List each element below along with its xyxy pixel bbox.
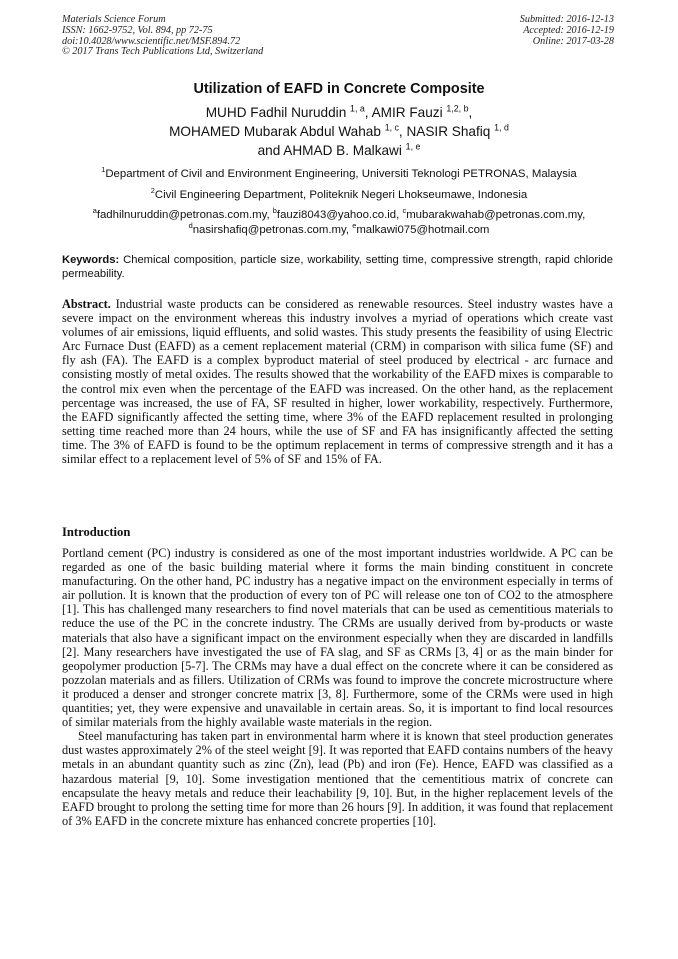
paper-title: Utilization of EAFD in Concrete Composite bbox=[193, 81, 485, 97]
paragraph: Portland cement (PC) industry is considered as one of the most important industries worldwide. A PC can be regarded as one of the basic building material where it forms the main binding constituent in concrete manufacturing. On the other hand, PC industry has a negative impact on the environment especially in terms of air pollution. It is known that the production of every ton of PC will release one ton of CO2 to the atmosphere [1]. This has challenged many researchers to find novel materials that can be used as cementitious materials to reduce the use of the PC in the concrete industry. The CRMs are usually derived from by-products or waste materials that also have a significant impact on the environment especially when they are discarded in landfills [2]. Many researchers have investigated the use of FA slag, and SF as CRMs [3, 4] or as the main binder for geopolymer production [5-7]. The CRMs may have a dual effect on the concrete where it can be considered as pozzolan materials and as fillers. Utilization of CRMs was found to improve the concrete microstructure where it produced a denser and stronger concrete matrix [3, 8]. Furthermore, some of the CRMs were used in high quantities; yet, they were expensive and unavailable in certain areas. So, it is important to find local resources of similar materials from the highly available waste materials in the region. bbox=[62, 546, 613, 730]
affiliation-text: Civil Engineering Department, Politeknik Negeri Lhokseumawe, Indonesia bbox=[154, 189, 528, 201]
online-date: Online: 2017-03-28 bbox=[532, 35, 614, 47]
affiliation-mark: 1 bbox=[101, 165, 106, 175]
email-link[interactable]: fauzi8043@yahoo.co.id, bbox=[276, 209, 400, 221]
email-mark: a bbox=[92, 206, 97, 216]
author-affiliation-mark: 1,2, b bbox=[446, 103, 469, 114]
email-mark: b bbox=[272, 206, 277, 216]
keywords bbox=[62, 253, 613, 281]
submitted-date: Submitted: 2016-12-13 bbox=[519, 14, 614, 25]
affiliation-1 bbox=[40, 167, 638, 181]
accepted-date: Accepted: 2016-12-19 bbox=[523, 24, 614, 36]
author-affiliation-mark: 1, d bbox=[494, 122, 509, 133]
email-link[interactable]: fadhilnuruddin@petronas.com.my, bbox=[96, 209, 270, 221]
journal-name: Materials Science Forum bbox=[62, 14, 166, 25]
affiliation-2 bbox=[40, 188, 638, 202]
author-name: and AHMAD B. Malkawi bbox=[257, 143, 402, 158]
affiliation-mark: 2 bbox=[150, 186, 155, 196]
journal-info bbox=[62, 15, 263, 58]
journal-issn: ISSN: 1662-9752, Vol. 894, pp 72-75 bbox=[62, 24, 213, 36]
email-mark: d bbox=[188, 221, 193, 231]
submission-dates bbox=[520, 15, 614, 47]
author-affiliation-mark: 1, c bbox=[384, 122, 399, 133]
author-affiliation-mark: 1, e bbox=[405, 141, 421, 152]
abstract bbox=[62, 297, 613, 466]
keywords-text: Chemical composition, particle size, workability, setting time, compressive strength, rapid chloride permeability. bbox=[62, 254, 614, 280]
journal-copyright: © 2017 Trans Tech Publications Ltd, Switzerland bbox=[62, 46, 264, 58]
abstract-text: Industrial waste products can be considered as renewable resources. Steel industry wastes have a severe impact on the environment whereas this industry involves a myriad of operations which create vast volumes of air emissions, liquid effluents, and solid wastes. This study presents the feasibility of using Electric Arc Furnace Dust (EAFD) as a cement replacement material (CRM) in comparison with silica fume (SF) and fly ash (FA). The EAFD is a complex byproduct material of steel produced by electrical - arc furnace and consisting mostly of metal oxides. The results showed that the workability of the EAFD mixes is comparable to the control mix even when the percentage of the EAFD was increased. On the other hand, as the replacement percentage was increased, the use of FA, SF resulted in higher, lower workability, respectively. Furthermore, the EAFD significantly affected the setting time, where 3% of the EAFD replacement resulted in prolonging setting time reached more than 24 hours, while the use of SF and FA has insignificantly affected the setting time. The 3% of EAFD is found to be the optimum replacement in terms of compressive strength and it has a similar effect to a replacement level of 5% of SF and 15% of FA. bbox=[62, 297, 614, 467]
author-list: MUHD Fadhil Nuruddin $^{1, a}$, AMIR Fauzi $^{1,2, b}$, MOHAMED Mubarak Abdul Wahab $^{1, c}$, NASIR Shafiq $^{1, d}$ and AHMAD B. Malkawi $^{1, e}$ bbox=[169, 103, 509, 158]
author-emails bbox=[40, 208, 638, 238]
abstract-label: Abstract. bbox=[62, 297, 111, 311]
author-name: NASIR Shafiq bbox=[406, 124, 491, 139]
author-name: MUHD Fadhil Nuruddin bbox=[205, 105, 347, 120]
email-mark: e bbox=[352, 221, 357, 231]
affiliation-text: Department of Civil and Environment Engineering, Universiti Teknologi PETRONAS, Malaysia bbox=[105, 168, 577, 180]
email-link[interactable]: nasirshafiq@petronas.com.my, bbox=[192, 224, 350, 236]
introduction-heading: Introduction bbox=[62, 525, 131, 539]
author-name: MOHAMED Mubarak Abdul Wahab bbox=[169, 124, 381, 139]
author-affiliation-mark: 1, a bbox=[350, 103, 365, 114]
introduction-body bbox=[62, 546, 613, 828]
author-name: AMIR Fauzi bbox=[371, 105, 443, 120]
paragraph: Steel manufacturing has taken part in environmental harm where it is known that steel production generates dust wastes approximately 2% of the steel weight [9]. It was reported that EAFD contains numbers of the heavy metals in an abundant quantity such as zinc (Zn), lead (Pb) and iron (Fe). Hence, EAFD was classified as a hazardous material [9, 10]. Some investigation mentioned that the cementitious matrix of concrete can encapsulate the heavy metals and reduce their leachability [9, 10]. But, in the higher replacement levels of the EAFD brought to prolong the setting time for more than 26 hours [9]. In addition, it was found that replacement of 3% EAFD in the concrete mixture has enhanced concrete properties [10]. bbox=[62, 729, 613, 828]
keywords-label: Keywords: bbox=[62, 254, 120, 266]
journal-doi: doi:10.4028/www.scientific.net/MSF.894.72 bbox=[62, 35, 241, 47]
email-mark: c bbox=[402, 206, 407, 216]
email-link[interactable]: mubarakwahab@petronas.com.my, bbox=[406, 209, 586, 221]
email-link[interactable]: malkawi075@hotmail.com bbox=[356, 224, 490, 236]
